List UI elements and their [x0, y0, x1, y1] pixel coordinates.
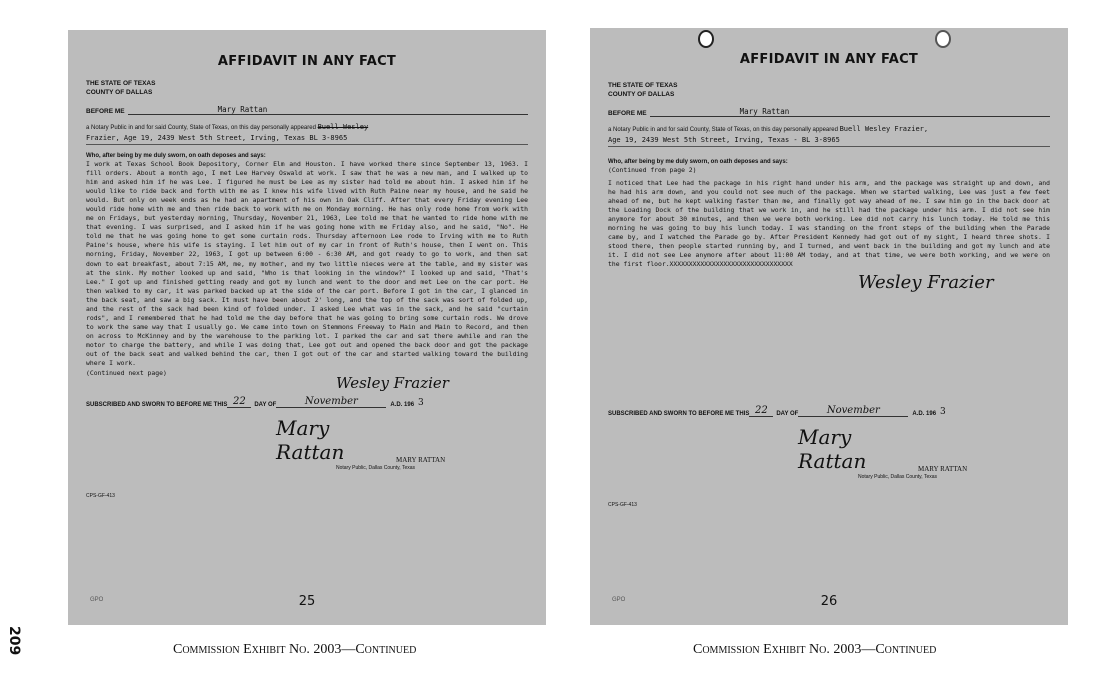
oath-statement: Who, after being by me duly sworn, on oath deposes and says: — [86, 153, 266, 159]
sworn-month: November — [276, 396, 386, 408]
notary-text: a Notary Public in and for said County, State of Texas, on this day personally appeared — [86, 125, 316, 131]
sworn-day: 22 — [227, 396, 251, 408]
notary-signature: Mary Rattan — [276, 416, 345, 465]
notary-statement — [608, 125, 1050, 135]
continued-from-note: (Continued from page 2) — [608, 166, 697, 174]
affiant-signature: Wesley Frazier — [858, 271, 994, 293]
sworn-day: 22 — [749, 405, 773, 417]
form-number: CPS-GF-413 — [86, 493, 115, 500]
affidavit-title: AFFIDAVIT IN ANY FACT — [217, 54, 397, 69]
notary-signature: Mary Rattan — [798, 424, 867, 473]
notary-title: Notary Public, Dallas County, Texas — [336, 465, 416, 472]
form-number: CPS-GF-413 — [608, 501, 637, 508]
ad-year: 3 — [940, 406, 946, 417]
ad-year: 3 — [418, 398, 424, 409]
notary-title: Notary Public, Dallas County, Texas — [858, 473, 938, 480]
sworn-row — [86, 396, 528, 408]
day-of-label: DAY OF — [254, 402, 277, 409]
before-me-name: Mary Rattan — [650, 107, 1050, 117]
notary-signature-block — [86, 416, 528, 464]
ad-label: A.D. 196 — [912, 410, 937, 417]
sworn-row — [608, 405, 1050, 417]
ad-label: A.D. 196 — [390, 402, 415, 409]
affidavit-page-left — [68, 30, 546, 625]
gpo-mark: GPO — [612, 597, 626, 603]
before-me-name: Mary Rattan — [128, 105, 528, 115]
affidavit-page-right — [590, 28, 1068, 625]
appeared-name: Buell Wesley Frazier, — [839, 125, 929, 133]
punch-hole-icon — [935, 30, 951, 48]
page-number: 26 — [820, 594, 838, 609]
notary-statement — [86, 123, 528, 133]
county-label: COUNTY OF DALLAS — [608, 91, 675, 98]
oath-statement: Who, after being by me duly sworn, on oath deposes and says: — [608, 159, 788, 165]
gpo-mark: GPO — [90, 597, 104, 603]
affidavit-body: I work at Texas School Book Depository, Corner Elm and Houston. I have worked there since September 13, 1963. I fill orders. About a month ago, I met Lee Harvey Oswald at work. I saw that he was a new man, and I walked up to him and asked him if he was Lee. I figured he must be Lee as my sister had told me about him. I asked him if he would like to ride back and forth with me as I knew his wife lived with Ruth Paine near my house, and he said he would. But only on week ends as he had an apartment of his own in Oak Cliff. After that every Friday evening Lee would ride home with me and then ride back to work with me on Monday morning. He has only rode home from work with me on Fridays, but yesterday morning, Thursday, November 21, 1963, Lee told me that he wanted to ride home with me that evening. I was surprised, and I asked him if he was going home with me Friday also, and he said, "No". He told me that he was going home to get some curtain rods. Thursday afternoon Lee rode to Irving with me to Ruth Paine's house, where his wife is staying. I let him out of my car in front of Ruth's house, then I went on. This morning, Friday, November 22, 1963, I got up between 6:00 - 6:30 AM, and got ready to go to work, and then sat down to eat breakfast, about 7:15 AM, me, my mother, and my two little nieces were at the table, and my sister was at the sink. My mother looked up and said, "Who is that looking in the window?" I looked up and said, "That's Lee." I got up and finished getting ready and got my lunch and went to the door and met Lee on the car port. He then walked to my car, it was parked backed up at the side of the car port. Before I got in the car, I glanced in the back seat, and saw a big sack. It must have been about 2' long, and the top of the sack was sort of folded up, and the rest of the sack had been kind of folded under. I asked Lee what was in the sack, and he said "curtain rods", and I remembered that he had told me the day before that he was going to bring some curtain rods. We drove to work the same way that I usually go. We came into town on Stemmons Freeway to Main and Main to Record, and then on across to McKinney and by the warehouse to the parking lot. I parked the car and sat there awhile and ran the motor to charge the battery, and while I was doing that, Lee got out and opened the back door and got the package out of the back seat and walked behind the car, then I got out of the car and started walking toward the building where I work. — [86, 160, 528, 368]
appeared-name: Buell Wesley — [317, 123, 369, 131]
before-me-row — [608, 107, 1050, 117]
notary-name: MARY RATTAN — [918, 464, 968, 473]
sworn-label: SUBSCRIBED AND SWORN TO BEFORE ME THIS — [608, 410, 750, 417]
affidavit-title: AFFIDAVIT IN ANY FACT — [739, 52, 919, 67]
state-label: THE STATE OF TEXAS — [86, 80, 156, 87]
before-me-label: BEFORE ME — [608, 110, 647, 117]
sworn-month: November — [798, 405, 908, 417]
exhibit-caption-right: Commission Exhibit No. 2003—Continued — [693, 642, 937, 657]
county-label: COUNTY OF DALLAS — [86, 89, 153, 96]
day-of-label: DAY OF — [776, 410, 799, 417]
address-line: Age 19, 2439 West 5th Street, Irving, Texas - BL 3-8965 — [608, 135, 1050, 147]
page-number: 25 — [298, 594, 316, 609]
address-line: Frazier, Age 19, 2439 West 5th Street, Irving, Texas BL 3-8965 — [86, 133, 528, 145]
punch-hole-icon — [698, 30, 714, 48]
exhibit-caption-left: Commission Exhibit No. 2003—Continued — [173, 642, 417, 657]
notary-name: MARY RATTAN — [396, 456, 446, 465]
continued-note: (Continued next page) — [86, 369, 167, 378]
before-me-label: BEFORE ME — [86, 108, 125, 115]
sworn-label: SUBSCRIBED AND SWORN TO BEFORE ME THIS — [86, 402, 228, 409]
state-label: THE STATE OF TEXAS — [608, 82, 678, 89]
notary-text: a Notary Public in and for said County, State of Texas, on this day personally appeared — [608, 127, 838, 133]
affiant-signature: Wesley Frazier — [336, 374, 449, 393]
notary-signature-block — [608, 425, 1050, 473]
book-page-number: 209 — [6, 626, 22, 656]
before-me-row — [86, 105, 528, 115]
affidavit-body: I noticed that Lee had the package in his right hand under his arm, and the package was straight up and down, and he had his arm down, and you could not see much of the package. When we started walking, Lee was just a few feet ahead of me, but he kept walking faster than me, and finally got way ahead of me. I saw him go in the back door at the Loading Dock of the building that we work in, and he still had the package under his arm. I did not see him anymore for about 30 minutes, and then we were both working. Lee did not carry his lunch today. He told me this morning he was going to buy his lunch today. I was standing on the front steps of the building when the Parade came by, and I watched the Parade go by. After President Kennedy had got out of my sight, I heard three shots. I stood there, then people started running by, and I turned, and went back in the building and got my lunch and ate it. I did not see Lee anymore after about 11:00 AM today, and at that time, we were both working, and we were on the first floor.XXXXXXXXXXXXXXXXXXXXXXXXXXXXXXXX — [608, 179, 1050, 269]
